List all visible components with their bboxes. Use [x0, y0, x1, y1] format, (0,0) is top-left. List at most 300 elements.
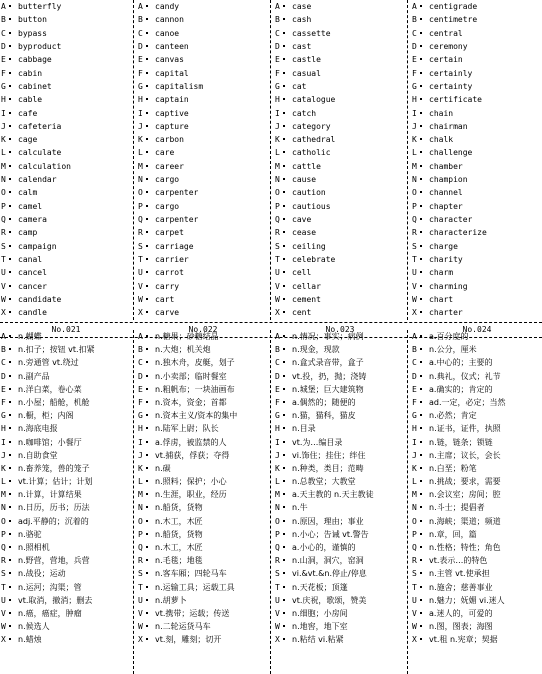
row-letter: I	[1, 437, 6, 447]
bullet-icon	[9, 151, 11, 153]
bullet-icon	[420, 612, 422, 614]
list-item	[137, 554, 269, 567]
bullet-icon	[283, 612, 285, 614]
bullet-icon	[9, 125, 11, 127]
bullet-icon	[146, 32, 148, 34]
row-letter: L	[138, 477, 143, 487]
row-letter: Q	[138, 543, 143, 552]
row-letter: M	[412, 490, 417, 500]
word-entry: a.确实的；肯定的	[429, 384, 493, 394]
bullet-icon	[146, 138, 148, 140]
bullet-icon	[283, 506, 285, 508]
row-letter: I	[412, 108, 417, 118]
row-letter: D	[138, 41, 143, 51]
bullet-icon	[420, 311, 422, 313]
row-letter: O	[275, 188, 280, 198]
list-item	[0, 293, 132, 306]
bullet-icon	[146, 245, 148, 247]
bullet-icon	[283, 388, 285, 390]
row-letter: C	[1, 358, 6, 368]
list-item	[137, 27, 269, 40]
row-letter: I	[1, 108, 6, 118]
word-entry: vt.庆祝，歌颂，赞美	[292, 595, 367, 605]
list-item	[137, 146, 269, 159]
word-entry: cast	[292, 41, 312, 51]
column-number: No.022	[188, 325, 218, 334]
row-letter: I	[138, 108, 143, 118]
row-letter: O	[412, 516, 417, 526]
list-item	[137, 462, 269, 475]
row-letter: Q	[1, 215, 6, 224]
row-letter: B	[275, 345, 280, 355]
bullet-icon	[9, 32, 11, 34]
row-letter: L	[1, 477, 6, 487]
list-item	[137, 80, 269, 93]
bullet-icon	[146, 454, 148, 456]
row-letter: Q	[275, 543, 280, 552]
word-column	[274, 0, 406, 320]
row-letter: X	[275, 308, 280, 318]
row-letter: C	[412, 28, 417, 38]
word-entry: n.海峡；渠道；频道	[429, 516, 501, 526]
row-letter: D	[138, 371, 143, 381]
word-entry: n.候选人	[18, 622, 50, 632]
list-item	[0, 107, 132, 120]
bullet-icon	[420, 414, 422, 416]
list-item	[0, 370, 132, 383]
bullet-icon	[9, 572, 11, 574]
word-entry: case	[292, 2, 312, 11]
row-letter: T	[138, 582, 143, 592]
word-entry: n.副产品	[18, 371, 50, 381]
word-entry: n.独木舟，皮艇，划子	[155, 358, 235, 368]
list-item	[411, 27, 542, 40]
row-letter: P	[275, 201, 280, 211]
column-number: No.024	[462, 325, 492, 334]
bullet-icon	[420, 18, 422, 20]
bullet-icon	[9, 311, 11, 313]
row-letter: K	[1, 463, 6, 473]
list-item	[0, 396, 132, 409]
list-item	[0, 554, 132, 567]
row-letter: V	[138, 281, 143, 291]
word-entry: cafeteria	[18, 121, 62, 131]
column-divider	[270, 0, 271, 320]
list-item	[411, 253, 542, 266]
bullet-icon	[9, 165, 11, 167]
bullet-icon	[146, 427, 148, 429]
list-item	[274, 633, 406, 646]
list-item	[0, 306, 132, 319]
bullet-icon	[146, 112, 148, 114]
row-letter: M	[1, 490, 6, 500]
list-item	[137, 280, 269, 293]
row-letter: M	[275, 490, 280, 500]
row-letter: M	[1, 161, 6, 171]
bullet-icon	[283, 125, 285, 127]
bullet-icon	[9, 586, 11, 588]
bullet-icon	[420, 245, 422, 247]
list-item	[274, 449, 406, 462]
list-item	[0, 607, 132, 620]
word-entry: vt.捕获，俘获；夺得	[155, 450, 230, 460]
word-entry: n.小卖部；临时餐室	[155, 371, 227, 381]
bullet-icon	[9, 205, 11, 207]
bullet-icon	[146, 45, 148, 47]
row-letter: C	[138, 28, 143, 38]
word-entry: calendar	[18, 175, 57, 185]
bullet-icon	[146, 480, 148, 482]
word-entry: centimetre	[429, 15, 478, 25]
list-item	[274, 396, 406, 409]
bullet-icon	[420, 506, 422, 508]
row-letter: G	[412, 81, 417, 91]
bullet-icon	[283, 5, 285, 7]
bullet-icon	[420, 625, 422, 627]
bullet-icon	[420, 467, 422, 469]
word-entry: n.野营，营地，兵营	[18, 556, 90, 566]
bullet-icon	[420, 125, 422, 127]
bullet-icon	[420, 493, 422, 495]
list-item	[411, 133, 542, 146]
list-item	[0, 133, 132, 146]
word-entry: catch	[292, 108, 317, 118]
word-entry: a.天主教的 n.天主教徒	[292, 490, 374, 500]
row-letter: L	[1, 148, 6, 158]
list-item	[411, 200, 542, 213]
bullet-icon	[420, 298, 422, 300]
list-item	[274, 266, 406, 279]
row-letter: K	[138, 463, 143, 473]
row-letter: B	[1, 345, 6, 355]
bullet-icon	[146, 231, 148, 233]
row-letter: W	[138, 622, 143, 632]
list-item	[0, 226, 132, 239]
word-column	[0, 330, 132, 674]
bullet-icon	[9, 5, 11, 7]
bullet-icon	[420, 361, 422, 363]
row-letter: I	[275, 108, 280, 118]
bullet-icon	[146, 348, 148, 350]
bullet-icon	[283, 638, 285, 640]
row-letter: D	[1, 371, 6, 381]
row-letter: X	[1, 308, 6, 318]
row-letter: N	[138, 503, 143, 513]
list-item	[137, 13, 269, 26]
word-entry: n.生涯，职业，经历	[155, 490, 227, 500]
list-item	[137, 93, 269, 106]
row-letter: N	[1, 175, 6, 185]
row-letter: A	[1, 332, 6, 341]
row-letter: F	[1, 68, 6, 78]
separator-line	[0, 322, 542, 323]
word-entry: cell	[292, 268, 312, 278]
row-letter: V	[275, 608, 280, 618]
list-item	[137, 541, 269, 554]
word-entry: byproduct	[18, 41, 62, 51]
list-item	[137, 133, 269, 146]
row-letter: D	[275, 41, 280, 51]
bullet-icon	[283, 165, 285, 167]
column-divider	[133, 330, 134, 674]
bullet-icon	[420, 335, 422, 337]
list-item	[274, 462, 406, 475]
list-item	[274, 554, 406, 567]
bullet-icon	[9, 218, 11, 220]
list-item	[137, 173, 269, 186]
list-item	[137, 356, 269, 369]
word-entry: n.天花板；顶篷	[292, 582, 348, 592]
row-letter: T	[275, 582, 280, 592]
bullet-icon	[146, 58, 148, 60]
list-item	[274, 330, 406, 343]
word-entry: n.现金，现款	[292, 345, 340, 355]
bullet-icon	[283, 559, 285, 561]
list-item	[0, 633, 132, 646]
list-item	[0, 186, 132, 199]
word-entry: character	[429, 215, 473, 224]
bullet-icon	[420, 599, 422, 601]
word-entry: a.俘虏，被监禁的人	[155, 437, 227, 447]
word-entry: n.公分，厘米	[429, 345, 477, 355]
bullet-icon	[283, 98, 285, 100]
row-letter: S	[412, 569, 417, 579]
word-entry: cement	[292, 294, 321, 304]
row-letter: B	[138, 345, 143, 355]
row-letter: A	[138, 2, 143, 11]
list-item	[0, 13, 132, 26]
word-entry: vt.刻，雕刻；切开	[155, 635, 222, 645]
row-letter: Q	[138, 215, 143, 224]
bullet-icon	[9, 493, 11, 495]
row-letter: C	[412, 358, 417, 368]
word-entry: chalk	[429, 135, 454, 145]
bullet-icon	[146, 493, 148, 495]
list-item	[411, 528, 542, 541]
word-entry: carpenter	[155, 188, 199, 198]
word-entry: vt.计算；估计；计划	[18, 477, 93, 487]
list-item	[411, 53, 542, 66]
list-item	[274, 383, 406, 396]
row-letter: O	[138, 516, 143, 526]
word-entry: n.施舍；慈善事业	[429, 582, 493, 592]
row-letter: K	[1, 135, 6, 145]
list-item	[411, 356, 542, 369]
bullet-icon	[283, 311, 285, 313]
word-entry: n.证书，证件，执照	[429, 424, 501, 434]
row-letter: A	[138, 332, 143, 341]
list-item	[274, 607, 406, 620]
word-entry: n.山洞，洞穴，窑洞	[292, 556, 364, 566]
list-item	[274, 306, 406, 319]
bullet-icon	[9, 454, 11, 456]
row-letter: E	[138, 384, 143, 394]
word-entry: capitalism	[155, 81, 204, 91]
bullet-icon	[146, 388, 148, 390]
list-item	[0, 581, 132, 594]
bullet-icon	[9, 18, 11, 20]
word-entry: n.原因，理由；事业	[292, 516, 364, 526]
bullet-icon	[420, 45, 422, 47]
bullet-icon	[420, 32, 422, 34]
bullet-icon	[146, 559, 148, 561]
bullet-icon	[420, 112, 422, 114]
row-letter: Q	[275, 215, 280, 224]
row-letter: U	[412, 595, 417, 605]
word-entry: cage	[18, 135, 38, 145]
list-item	[0, 40, 132, 53]
word-entry: campaign	[18, 241, 57, 251]
bullet-icon	[146, 285, 148, 287]
word-entry: castle	[292, 55, 321, 65]
row-letter: E	[1, 384, 6, 394]
word-entry: n.船货，货物	[155, 529, 203, 539]
bullet-icon	[283, 151, 285, 153]
row-letter: O	[412, 188, 417, 198]
row-letter: S	[275, 241, 280, 251]
list-item	[137, 0, 269, 13]
word-entry: cabin	[18, 68, 43, 78]
row-letter: A	[275, 2, 280, 11]
row-letter: O	[1, 188, 6, 198]
bullet-icon	[9, 285, 11, 287]
row-letter: C	[275, 358, 280, 368]
bullet-icon	[146, 546, 148, 548]
word-entry: catholic	[292, 148, 331, 158]
list-item	[411, 40, 542, 53]
list-item	[137, 53, 269, 66]
bullet-icon	[283, 138, 285, 140]
bullet-icon	[283, 441, 285, 443]
list-item	[137, 633, 269, 646]
list-item	[137, 515, 269, 528]
word-entry: vt.租 n.宪章；契据	[429, 635, 498, 645]
bullet-icon	[146, 72, 148, 74]
list-item	[411, 633, 542, 646]
bullet-icon	[420, 559, 422, 561]
bullet-icon	[283, 375, 285, 377]
bullet-icon	[9, 271, 11, 273]
list-item	[274, 93, 406, 106]
list-item	[274, 515, 406, 528]
row-letter: S	[1, 241, 6, 251]
word-entry: chain	[429, 108, 454, 118]
bullet-icon	[283, 572, 285, 574]
bullet-icon	[283, 586, 285, 588]
word-entry: n.总教堂；大教堂	[292, 477, 356, 487]
bullet-icon	[283, 480, 285, 482]
word-entry: n.城堡；巨大建筑物	[292, 384, 364, 394]
list-item	[274, 53, 406, 66]
word-entry: cattle	[292, 161, 321, 171]
row-letter: J	[138, 450, 143, 460]
row-letter: H	[412, 424, 417, 434]
row-letter: H	[1, 95, 6, 105]
list-item	[137, 213, 269, 226]
list-item	[137, 330, 269, 343]
row-letter: U	[1, 268, 6, 278]
bullet-icon	[9, 58, 11, 60]
word-entry: camp	[18, 228, 38, 238]
word-entry: n.扣子；按钮 vt.扣紧	[18, 345, 95, 355]
bullet-icon	[9, 138, 11, 140]
list-item	[274, 200, 406, 213]
word-entry: n.客车厢；四轮马车	[155, 569, 227, 579]
list-item	[411, 160, 542, 173]
row-letter: R	[138, 228, 143, 238]
word-entry: n.细胞；小房间	[292, 608, 348, 618]
list-item	[137, 40, 269, 53]
bullet-icon	[283, 348, 285, 350]
row-letter: G	[1, 411, 6, 421]
row-letter: I	[138, 437, 143, 447]
bullet-icon	[283, 520, 285, 522]
bullet-icon	[283, 427, 285, 429]
bullet-icon	[146, 258, 148, 260]
list-item	[0, 27, 132, 40]
list-item	[0, 356, 132, 369]
row-letter: X	[412, 635, 417, 645]
word-entry: capture	[155, 121, 189, 131]
row-letter: U	[1, 595, 6, 605]
row-letter: C	[1, 28, 6, 38]
list-item	[411, 396, 542, 409]
list-item	[137, 370, 269, 383]
word-entry: n.胡萝卜	[155, 595, 187, 605]
list-item	[137, 293, 269, 306]
word-entry: n.大炮；机关炮	[155, 345, 211, 355]
list-item	[137, 306, 269, 319]
bullet-icon	[146, 441, 148, 443]
word-entry: chapter	[429, 201, 463, 211]
word-entry: captain	[155, 95, 189, 105]
word-entry: n.糖果；砂糖结晶	[155, 332, 219, 341]
row-letter: N	[1, 503, 6, 513]
row-letter: E	[275, 384, 280, 394]
bullet-icon	[9, 245, 11, 247]
list-item	[137, 501, 269, 514]
bullet-icon	[146, 311, 148, 313]
list-item	[0, 501, 132, 514]
word-entry: n.牛	[292, 503, 308, 513]
word-entry: bypass	[18, 28, 47, 38]
bullet-icon	[9, 427, 11, 429]
word-entry: charter	[429, 308, 463, 318]
word-entry: cargo	[155, 201, 180, 211]
bullet-icon	[9, 401, 11, 403]
list-item	[0, 488, 132, 501]
row-letter: W	[138, 294, 143, 304]
bullet-icon	[283, 258, 285, 260]
row-letter: V	[412, 281, 417, 291]
word-entry: career	[155, 161, 184, 171]
bullet-icon	[146, 205, 148, 207]
bullet-icon	[283, 467, 285, 469]
list-item	[0, 343, 132, 356]
bullet-icon	[283, 361, 285, 363]
row-letter: T	[275, 254, 280, 264]
list-item	[0, 240, 132, 253]
row-letter: E	[275, 55, 280, 65]
word-entry: a.偶然的；随便的	[292, 397, 356, 407]
word-entry: champion	[429, 175, 468, 185]
list-item	[411, 13, 542, 26]
list-item	[274, 370, 406, 383]
word-entry: butterfly	[18, 2, 62, 11]
word-entry: charity	[429, 254, 463, 264]
list-item	[274, 67, 406, 80]
bullet-icon	[146, 151, 148, 153]
